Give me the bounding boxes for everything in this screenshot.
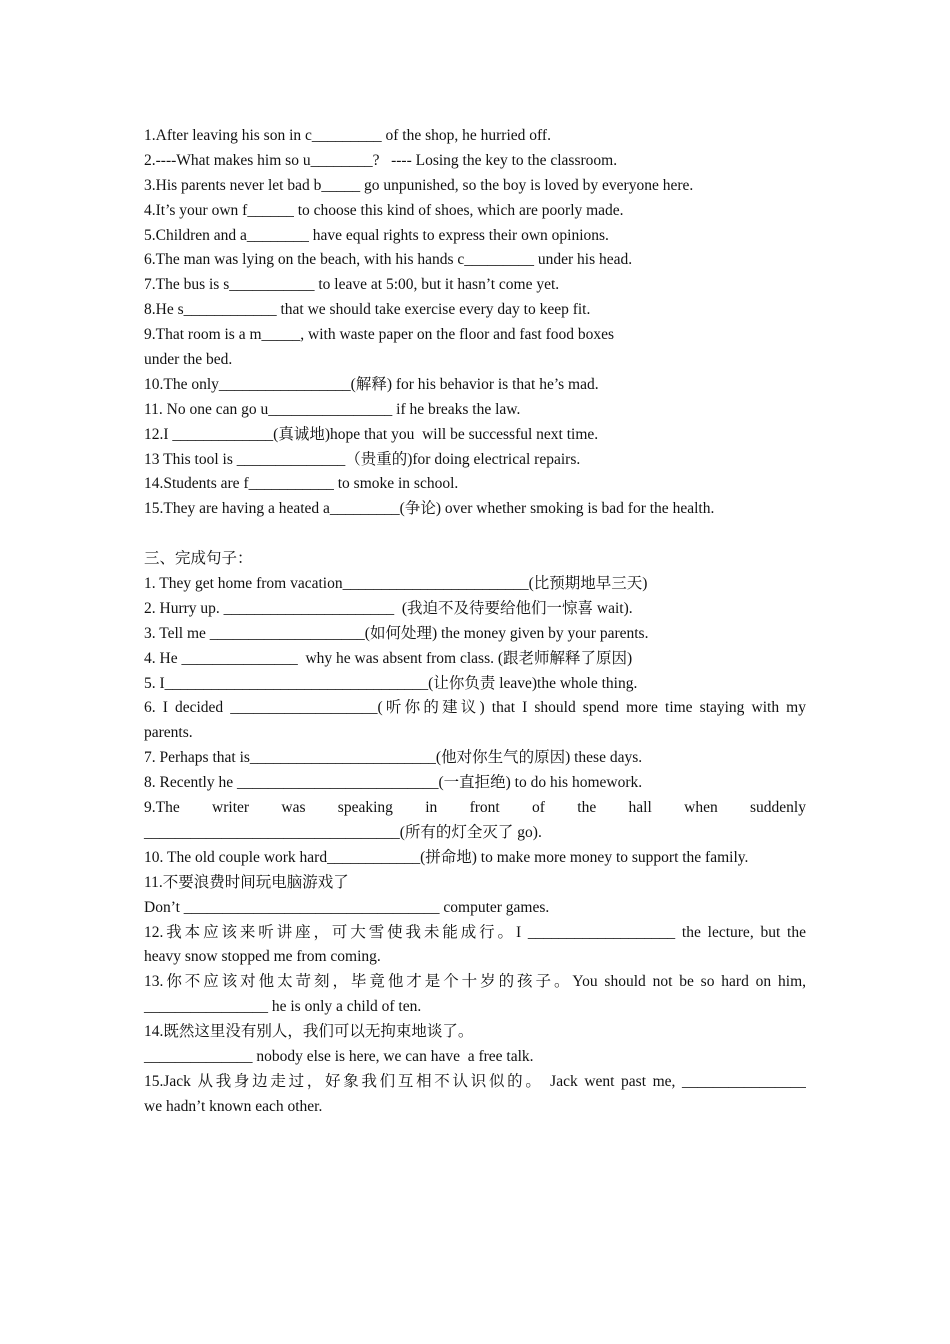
exercise-line: 13 This tool is ______________（贵重的)for doing electrical repairs. <box>144 450 581 468</box>
exercise-line: 8.He s____________ that we should take exercise every day to keep fit. <box>144 301 591 319</box>
exercise-line: 2.----What makes him so u________? ---- Losing the key to the classroom. <box>144 151 618 169</box>
sentence-completion-section <box>144 572 806 1120</box>
exercise-line: 2. Hurry up. ______________________ (我迫不及待要给他们一惊喜 wait). <box>144 599 633 617</box>
exercise-line: ________________ he is only a child of ten. <box>144 998 422 1016</box>
exercise-line: 14.Students are f___________ to smoke in school. <box>144 475 459 493</box>
vocabulary-section <box>144 124 806 522</box>
worksheet-page <box>144 124 806 1120</box>
exercise-line: under the bed. <box>144 351 233 369</box>
exercise-line: 6.The man was lying on the beach, with his hands c_________ under his head. <box>144 251 633 269</box>
exercise-line: 4. He _______________ why he was absent from class. (跟老师解释了原因) <box>144 649 633 667</box>
exercise-line: 11.不要浪费时间玩电脑游戏了 <box>144 873 349 891</box>
exercise-line: ______________ nobody else is here, we can have a free talk. <box>144 1047 534 1065</box>
exercise-line: 15.Jack 从我身边走过，好象我们互相不认识似的。 Jack went past me, ________________ <box>144 1072 806 1090</box>
exercise-line: 12.I _____________(真诚地)hope that you will be successful next time. <box>144 425 599 443</box>
exercise-line: 9.The writer was speaking in front of the hall when suddenly <box>144 799 806 817</box>
exercise-line: 3.His parents never let bad b_____ go unpunished, so the boy is loved by everyone here. <box>144 176 694 194</box>
section-heading: 三、完成句子： <box>144 550 253 568</box>
exercise-line: 6. I decided ___________________(听你的建议) that I should spend more time staying with my <box>144 699 806 717</box>
section-gap <box>144 522 806 547</box>
exercise-line: Don’t _________________________________ computer games. <box>144 898 550 916</box>
exercise-line: 14.既然这里没有别人，我们可以无拘束地谈了。 <box>144 1023 474 1041</box>
exercise-line: 7. Perhaps that is________________________(他对你生气的原因) these days. <box>144 749 643 767</box>
exercise-line: 7.The bus is s___________ to leave at 5:00, but it hasn’t come yet. <box>144 276 560 294</box>
exercise-line: 10.The only_________________(解释) for his behavior is that he’s mad. <box>144 375 599 393</box>
exercise-line: 15.They are having a heated a_________(争论) over whether smoking is bad for the health. <box>144 500 715 518</box>
exercise-line: 10. The old couple work hard____________(拼命地) to make more money to support the family. <box>144 848 749 866</box>
exercise-line: 3. Tell me ____________________(如何处理) the money given by your parents. <box>144 624 649 642</box>
exercise-line: 13.你不应该对他太苛刻，毕竟他才是个十岁的孩子。You should not be so hard on him, <box>144 973 806 991</box>
exercise-line: we hadn’t known each other. <box>144 1097 323 1115</box>
exercise-line: 5.Children and a________ have equal rights to express their own opinions. <box>144 226 609 244</box>
exercise-line: 8. Recently he __________________________(一直拒绝) to do his homework. <box>144 774 643 792</box>
exercise-line: parents. <box>144 724 193 742</box>
exercise-line: 12.我本应该来听讲座，可大雪使我未能成行。I ___________________ the lecture, but the <box>144 923 806 941</box>
exercise-line: 11. No one can go u________________ if he breaks the law. <box>144 400 521 418</box>
exercise-line: 1. They get home from vacation________________________(比预期地早三天) <box>144 575 648 593</box>
exercise-line: _________________________________(所有的灯全灭了 go). <box>144 823 542 841</box>
exercise-line: 9.That room is a m_____, with waste paper on the floor and fast food boxes <box>144 326 615 344</box>
exercise-line: heavy snow stopped me from coming. <box>144 948 381 966</box>
exercise-line: 4.It’s your own f______ to choose this kind of shoes, which are poorly made. <box>144 201 624 219</box>
exercise-line: 1.After leaving his son in c_________ of the shop, he hurried off. <box>144 127 551 144</box>
exercise-line: 5. I__________________________________(让你负责 leave)the whole thing. <box>144 674 638 692</box>
